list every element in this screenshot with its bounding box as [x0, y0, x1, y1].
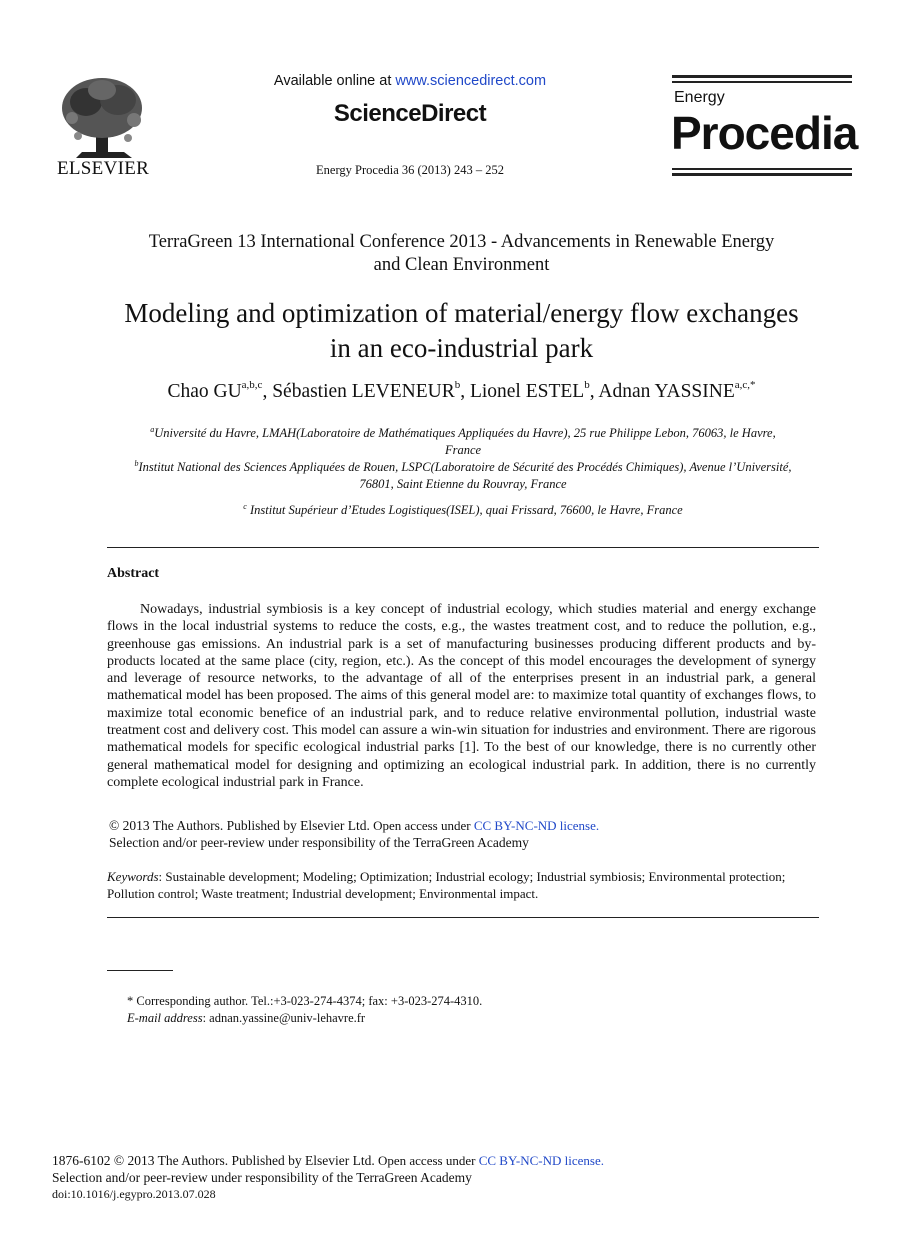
copyright-notice: © 2013 The Authors. Published by Elsevier Ltd. Open access under CC BY-NC-ND license. Selection and/or peer-review under responsibility of the TerraGreen Academy	[109, 818, 600, 850]
publisher-name: ELSEVIER	[57, 158, 150, 179]
footer-license-link[interactable]: CC BY-NC-ND license.	[478, 1153, 604, 1168]
journal-logo-rule	[672, 168, 852, 170]
author-list: Chao GU$^{a,b,c}$, Sébastien LEVENEUR$^b$, Lionel ESTEL$^b$, Adnan $YASSINE^{a,c,*}$	[167, 379, 756, 402]
footnote-rule	[107, 970, 173, 971]
journal-logo-rule	[672, 81, 852, 83]
journal-reference: Energy Procedia 36 (2013) 243 – 252	[316, 163, 504, 177]
abstract-heading: Abstract	[107, 566, 160, 581]
license-link[interactable]: CC BY-NC-ND license.	[473, 818, 600, 833]
journal-logo-energy: Energy	[674, 89, 725, 106]
corresponding-author-footnote: * Corresponding author. Tel.:+3-023-274-4374; fax: +3-023-274-4310. E-mail address: adnan.yassine@univ-lehavre.fr	[127, 994, 483, 1025]
paper-title: Modeling and optimization of material/energy flow exchanges in an eco-industrial park	[124, 298, 799, 363]
author: Chao GU	[167, 381, 242, 402]
author: Sébastien LEVENEUR	[272, 381, 455, 402]
abstract-text: Nowadays, industrial symbiosis is a key concept of industrial ecology, which studies material and energy exchange flows in the local industrial systems to reduce the costs, e.g., the wastes treatment cost, and to reduce the pollution, e.g., greenhouse gas emissions. An industrial park is a set of manufacturing businesses producing different products and by-products located at the same place (city, region, etc.). As the concept of this model encourages the development of synergy and leverage of resource networks, to the advantage of all of the enterprises present in an industrial park, a general mathematical model has been proposed. The aims of this general model are: to maximize total quantity of exchanges flows, to maximize total economic benefice of an industrial park, and to reduce relative environmental pollution, industrial waste treatment cost and delivery cost. This model can assure a win-win situation for industries and environment. There are rigorous mathematical models for specific ecological industrial parks [1]. To the best of our knowledge, there is no currently other general mathematical model for designing and optimizing an ecological industrial park. In addition, there is no currently complete ecological industrial park in France.	[107, 602, 816, 790]
affiliation-c: $^c$ Institut Supérieur d’Etudes Logistiques(ISEL), quai Frissard, 76600, le Havre, France	[243, 502, 683, 517]
journal-logo-rule	[672, 173, 852, 176]
author: Lionel ESTEL	[469, 381, 585, 402]
journal-logo-procedia: Procedia	[671, 107, 858, 159]
affiliation-a: $^a$Université du Havre, LMAH(Laboratoire de Mathématiques Appliquées du Havre), 25 rue Philippe Lebon, 76063, le Havre, France	[150, 425, 776, 457]
doi: doi:10.1016/j.egypro.2013.07.028	[52, 1187, 216, 1201]
divider	[107, 917, 819, 918]
divider	[107, 547, 819, 548]
page-footer: 1876-6102 © 2013 The Authors. Published by Elsevier Ltd. Open access under CC BY-NC-ND license. Selection and/or peer-review under responsibility of the TerraGreen Academy doi:10.1016/j.egypro.2013.07.028	[52, 1153, 604, 1201]
journal-logo-rule	[672, 75, 852, 78]
available-online: Available online at www.sciencedirect.com	[273, 73, 547, 89]
affiliation-b: $^b$Institut National des Sciences Appliquées de Rouen, LSPC(Laboratoire de Sécurité des Procédés Chimiques), Avenue l’Université, 76801, Saint Etienne du Rouvray, France	[134, 459, 792, 491]
keywords: Keywords: Sustainable development; Modeling; Optimization; Industrial ecology; Industrial symbiosis; Environmental protection; Pollution control; Waste treatment; Industrial development; Environmental impact.	[107, 869, 786, 901]
author: Adnan YASSINE	[598, 381, 735, 402]
conference-name: TerraGreen 13 International Conference 2013 - Advancements in Renewable Energy and Clean Environment	[148, 232, 775, 275]
sciencedirect-link[interactable]: www.sciencedirect.com	[395, 73, 547, 89]
sciencedirect-logo: ScienceDirect	[333, 100, 487, 127]
